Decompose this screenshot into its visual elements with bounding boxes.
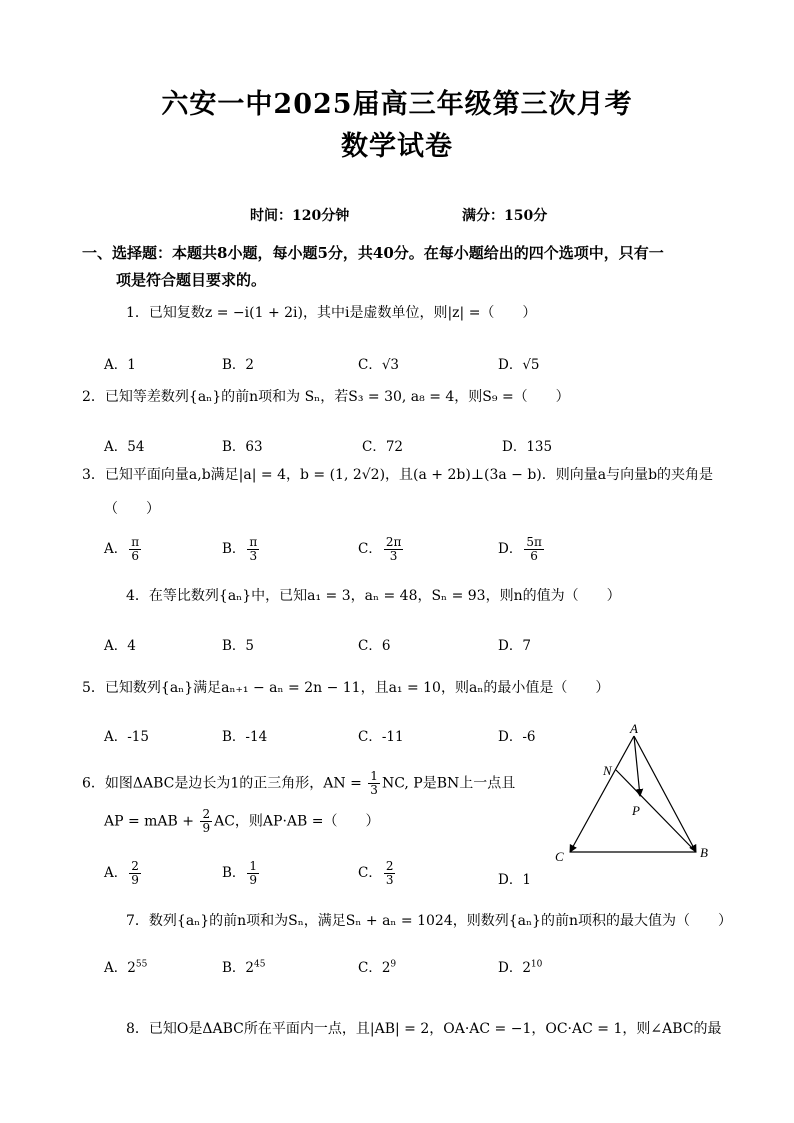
q7-option-b-base: B．2 (222, 960, 255, 976)
q3-option-d-den: 6 (530, 549, 538, 563)
q5-option-c: C．-11 (358, 729, 404, 745)
q6-coef1 (368, 770, 380, 797)
edge-ac (570, 736, 634, 852)
q4-option-c: C．6 (358, 638, 391, 654)
edge-ab (634, 736, 696, 852)
q3-option-c (358, 536, 405, 563)
q3-option-d (498, 536, 546, 563)
q6-coef1-num: 1 (370, 769, 378, 783)
q3-option-d-fraction (524, 536, 544, 563)
q4-option-d: D．7 (498, 638, 531, 654)
q7-option-d-exp: 10 (530, 959, 543, 970)
q7-option-d-base: D．2 (498, 960, 531, 976)
q6-coef2-num: 2 (202, 807, 211, 821)
q4-option-a: A．4 (104, 638, 136, 654)
q3-option-a-den: 6 (131, 549, 140, 563)
q6-option-b (222, 860, 261, 887)
question-1: 1．已知复数z = −i(1 + 2i)，其中i是虚数单位，则|z| =（ ） (126, 305, 537, 321)
q5-option-b: B．-14 (222, 729, 268, 745)
q7-option-b-exp: 45 (254, 959, 266, 970)
question-3-paren: （ ） (104, 501, 160, 517)
section-heading-line1: 一、选择题：本题共8小题，每小题5分，共40分。在每小题给出的四个选项中，只有一 (82, 244, 664, 262)
exam-subject: 数学试卷 (341, 131, 453, 162)
q6-option-c-den: 3 (385, 873, 394, 887)
question-3: 3．已知平面向量a,b满足|a| = 4，b = (1, 2√2)，且(a + 2b)⊥(3a − b)．则向量a与向量b的夹角是 (82, 467, 714, 483)
q7-option-c-exp: 9 (390, 959, 397, 970)
exam-title: 六安一中2025届高三年级第三次月考 (161, 89, 633, 120)
q1-option-c: C．√3 (358, 357, 400, 373)
q6-option-c-fraction (384, 860, 396, 887)
q6-option-d: D．1 (498, 872, 531, 888)
q3-option-a-num: π (131, 535, 140, 549)
section-heading (82, 240, 722, 294)
q3-option-c-den: 3 (389, 549, 398, 563)
q2-option-c: C．72 (362, 439, 404, 455)
q5-option-a: A．-15 (104, 729, 149, 745)
question-2: 2．已知等差数列{aₙ}的前n项和为 Sₙ，若S₃ = 30, a₈ = 4，则S₉ =（ ） (82, 389, 570, 405)
q2-option-a: A．54 (104, 439, 145, 455)
q6-line2-post: AC，则AP·AB =（ ） (214, 813, 380, 830)
q2-option-b: B．63 (222, 439, 263, 455)
q3-option-a-prefix: A． (104, 541, 128, 557)
q1-option-d: D．√5 (498, 357, 540, 373)
q7-option-a (104, 956, 147, 976)
q7-option-d (498, 956, 542, 976)
q6-option-b-prefix: B． (222, 865, 246, 881)
q7-option-a-exp: 55 (135, 959, 148, 970)
q6-option-b-fraction (247, 860, 259, 887)
label-n: N (603, 763, 612, 778)
triangle-figure (548, 722, 718, 872)
question-5: 5．已知数列{aₙ}满足aₙ₊₁ − aₙ = 2n − 11，且a₁ = 10，则aₙ的最小值是（ ） (82, 680, 610, 696)
q6-line1-pre: 6．如图ΔABC是边长为1的正三角形，AN = (82, 775, 367, 792)
q3-option-b-fraction (247, 536, 259, 563)
q6-option-a-den: 9 (131, 873, 139, 887)
q5-option-d: D．-6 (498, 729, 536, 745)
q3-option-c-num: 2π (385, 535, 402, 549)
section-heading-line2: 项是符合题目要求的。 (116, 271, 267, 289)
q3-option-a (104, 536, 143, 563)
q2-option-d: D．135 (502, 439, 553, 455)
q3-option-c-prefix: C． (358, 541, 382, 557)
q6-coef1-den: 3 (370, 783, 378, 797)
label-p: P (632, 803, 640, 818)
q3-option-b-num: π (249, 535, 258, 549)
q3-option-d-num: 5π (526, 535, 542, 549)
label-c: C (555, 849, 564, 864)
q6-option-c-prefix: C． (358, 865, 382, 881)
question-6-line1 (82, 770, 515, 797)
q7-option-c (358, 956, 396, 976)
q6-option-b-num: 1 (249, 859, 258, 873)
q6-option-a-prefix: A． (104, 865, 128, 881)
q6-coef2-den: 9 (202, 821, 211, 835)
q4-option-b: B．5 (222, 638, 255, 654)
exam-time: 时间：120分钟 (250, 208, 350, 224)
q3-option-b (222, 536, 261, 563)
question-4: 4．在等比数列{aₙ}中，已知a₁ = 3，aₙ = 48，Sₙ = 93，则n的值为（ ） (126, 588, 621, 604)
q6-option-a-fraction (129, 860, 141, 887)
q3-option-a-fraction (129, 536, 141, 563)
q7-option-c-base: C．2 (358, 960, 391, 976)
label-b: B (700, 845, 708, 860)
q6-option-a (104, 860, 143, 887)
question-6-line2 (104, 808, 380, 835)
exam-score: 满分：150分 (462, 208, 548, 224)
q6-option-c (358, 860, 397, 887)
q6-option-c-num: 2 (385, 859, 394, 873)
q3-option-c-fraction (384, 536, 404, 563)
question-8: 8．已知O是ΔABC所在平面内一点，且|AB| = 2，OA·AC = −1，OC·AC = 1，则∠ABC的最 (126, 1021, 722, 1037)
q6-option-b-den: 9 (249, 873, 258, 887)
q1-option-a: A．1 (104, 357, 136, 373)
q6-option-a-num: 2 (131, 859, 139, 873)
label-a: A (630, 722, 638, 736)
question-7: 7．数列{aₙ}的前n项和为Sₙ，满足Sₙ + aₙ = 1024，则数列{aₙ}的前n项积的最大值为（ ） (126, 913, 732, 929)
q3-option-b-prefix: B． (222, 541, 246, 557)
q6-line1-mid: NC, P是BN上一点且 (381, 775, 516, 792)
q7-option-b (222, 956, 265, 976)
segment-nb (616, 770, 696, 852)
q1-option-b: B．2 (222, 357, 255, 373)
q3-option-d-prefix: D． (498, 541, 523, 557)
q6-coef2 (200, 808, 212, 835)
q6-line2-pre: AP = mAB + (104, 813, 199, 830)
q7-option-a-base: A．2 (104, 960, 136, 976)
q3-option-b-den: 3 (249, 549, 258, 563)
